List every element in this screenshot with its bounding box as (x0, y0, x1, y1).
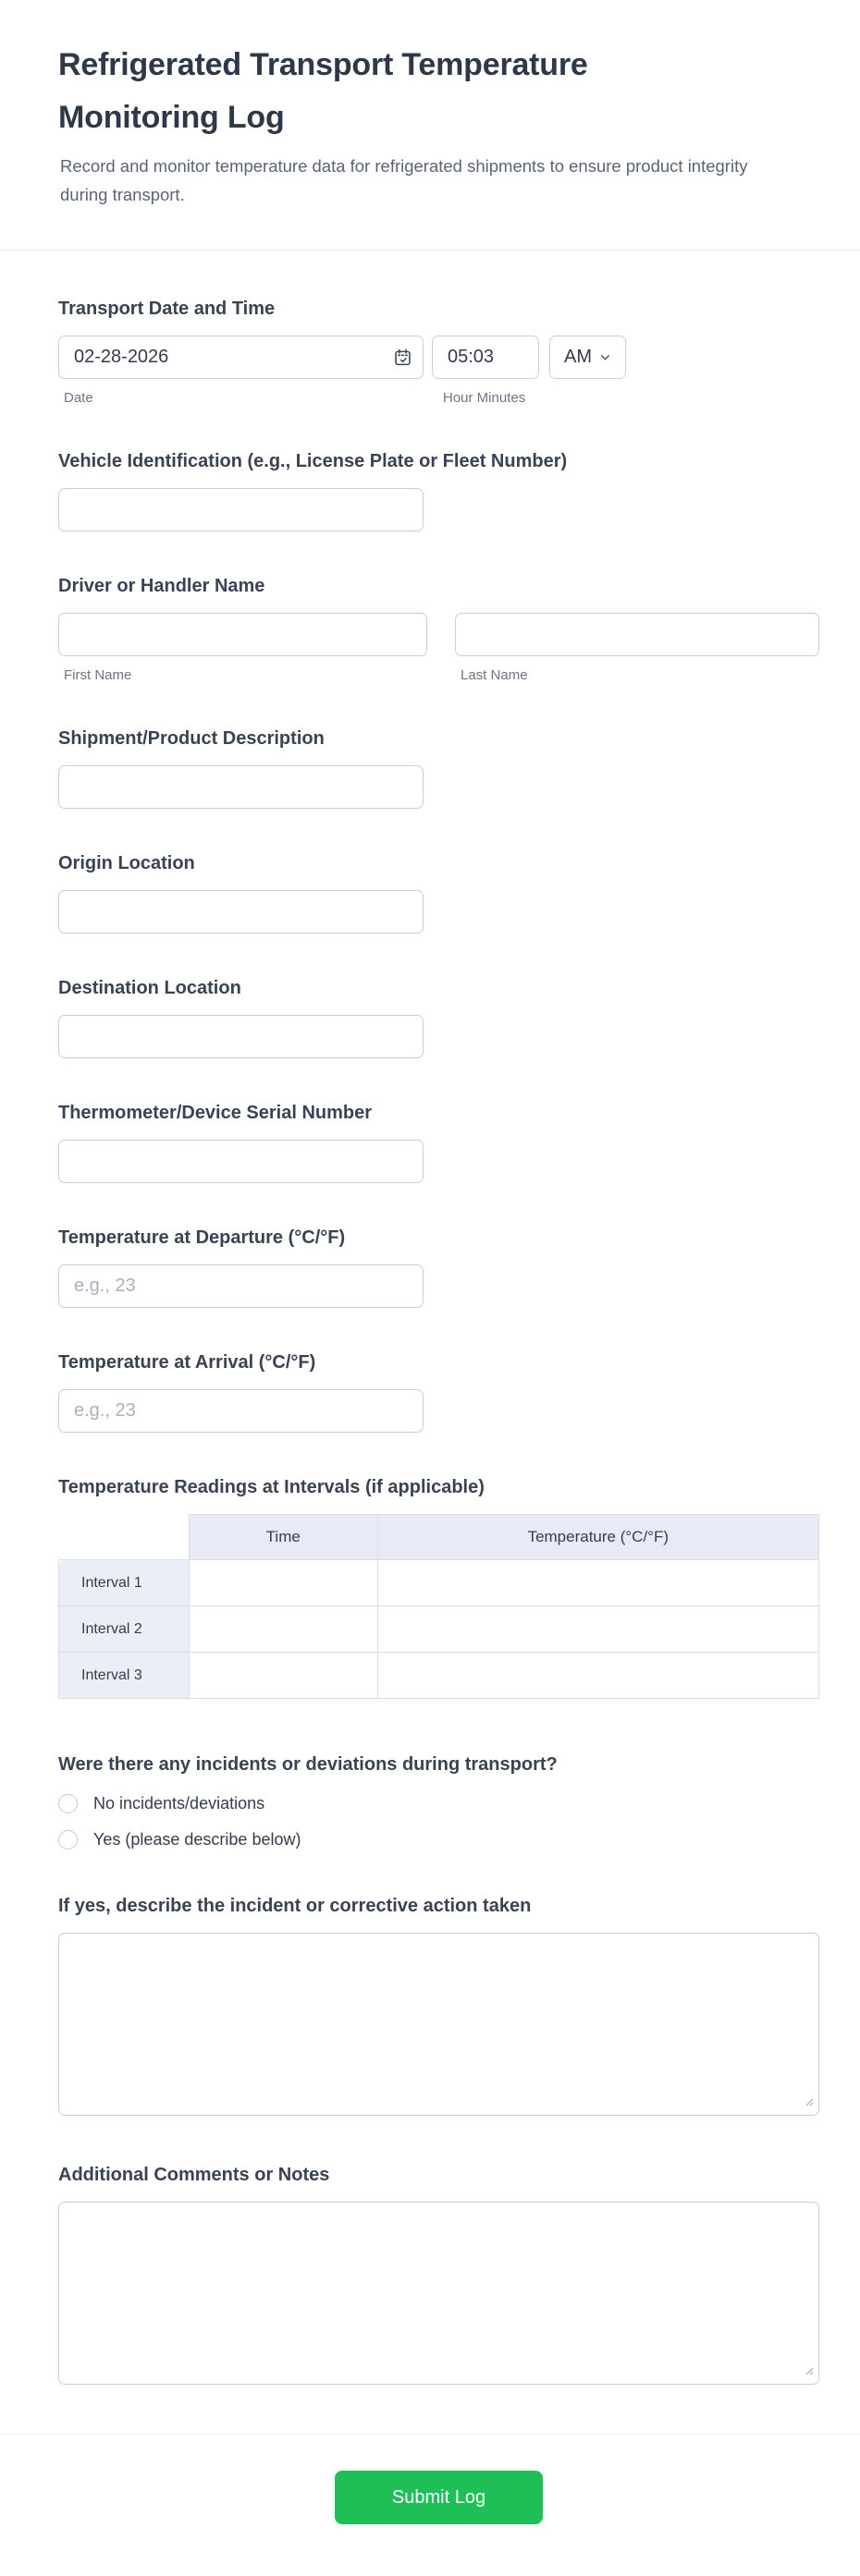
last-name-sublabel: Last Name (461, 667, 528, 683)
time-sublabel: Hour Minutes (443, 390, 526, 406)
table-column-header-temperature: Temperature (°C/°F) (377, 1515, 818, 1560)
radio-option-yes[interactable] (58, 1827, 819, 1851)
device-serial-input[interactable] (58, 1140, 424, 1183)
page-title: Refrigerated Transport Temperature Monitoring Log (58, 47, 588, 135)
first-name-input[interactable] (58, 613, 427, 656)
table-cell-input[interactable] (377, 1653, 818, 1699)
field-label: Were there any incidents or deviations during transport? (58, 1754, 558, 1775)
field-temp-departure (58, 1227, 819, 1308)
chevron-down-icon (599, 351, 611, 363)
form-footer (0, 2434, 860, 2576)
table-cell-input[interactable] (377, 1560, 818, 1606)
field-shipment-description (58, 728, 819, 809)
vehicle-id-input[interactable] (58, 488, 424, 531)
field-incident-description (58, 1896, 819, 2120)
table-corner-cell (59, 1515, 190, 1560)
field-vehicle-id (58, 451, 819, 531)
radio-option-label[interactable]: No incidents/deviations (93, 1794, 265, 1813)
page-subtitle: Record and monitor temperature data for refrigerated shipments to ensure product integrity during transport. (60, 156, 748, 204)
radio-button[interactable] (58, 1830, 78, 1850)
field-driver-name (58, 576, 819, 684)
field-temp-arrival (58, 1352, 819, 1433)
field-origin-location (58, 853, 819, 934)
time-input[interactable] (432, 336, 539, 379)
submit-button[interactable]: Submit Log (335, 2471, 543, 2524)
incident-description-textarea[interactable] (58, 1933, 819, 2116)
field-label: Thermometer/Device Serial Number (58, 1103, 373, 1123)
table-cell-input[interactable] (189, 1606, 377, 1653)
form-header (0, 0, 860, 209)
resize-corner-icon[interactable] (804, 2094, 814, 2111)
table-column-header-time: Time (189, 1515, 377, 1560)
readings-table (58, 1514, 819, 1699)
field-label: Transport Date and Time (58, 299, 276, 319)
field-label: Temperature Readings at Intervals (if applicable) (58, 1477, 485, 1497)
table-row (59, 1606, 819, 1653)
field-label: Temperature at Arrival (°C/°F) (58, 1352, 316, 1373)
calendar-icon[interactable] (393, 348, 412, 367)
origin-location-input[interactable] (58, 890, 424, 934)
temp-arrival-input[interactable] (58, 1389, 424, 1433)
field-device-serial (58, 1103, 819, 1183)
table-row (59, 1653, 819, 1699)
field-label: Destination Location (58, 978, 241, 998)
table-cell-input[interactable] (189, 1653, 377, 1699)
last-name-input[interactable] (455, 613, 819, 656)
field-incidents-question (58, 1754, 819, 1851)
radio-option-no-incidents[interactable] (58, 1791, 819, 1815)
field-interval-readings (58, 1477, 819, 1699)
radio-option-label[interactable]: Yes (please describe below) (93, 1830, 301, 1849)
date-input[interactable] (58, 336, 424, 379)
field-label: Origin Location (58, 853, 195, 873)
temp-departure-input[interactable] (58, 1264, 424, 1308)
field-label: Temperature at Departure (°C/°F) (58, 1227, 346, 1248)
table-cell-input[interactable] (189, 1560, 377, 1606)
field-label: Shipment/Product Description (58, 728, 325, 749)
resize-corner-icon[interactable] (804, 2363, 814, 2380)
first-name-sublabel: First Name (64, 667, 132, 683)
table-row-header: Interval 3 (59, 1653, 190, 1699)
field-additional-comments (58, 2165, 819, 2389)
destination-location-input[interactable] (58, 1015, 424, 1058)
field-transport-datetime (58, 299, 819, 407)
form-body (0, 250, 860, 2389)
footer-divider (0, 2434, 860, 2435)
date-sublabel: Date (64, 390, 93, 406)
table-row-header: Interval 1 (59, 1560, 190, 1606)
field-label: If yes, describe the incident or corrective action taken (58, 1896, 532, 1916)
radio-button[interactable] (58, 1794, 78, 1813)
table-row-header: Interval 2 (59, 1606, 190, 1653)
additional-comments-textarea[interactable] (58, 2202, 819, 2385)
table-cell-input[interactable] (377, 1606, 818, 1653)
ampm-value: AM (564, 347, 592, 367)
shipment-description-input[interactable] (58, 765, 424, 809)
field-label: Additional Comments or Notes (58, 2165, 330, 2185)
field-label: Vehicle Identification (e.g., License Plate or Fleet Number) (58, 451, 568, 471)
table-row (59, 1560, 819, 1606)
field-label: Driver or Handler Name (58, 576, 265, 596)
ampm-select[interactable] (549, 336, 626, 379)
field-destination-location (58, 978, 819, 1058)
